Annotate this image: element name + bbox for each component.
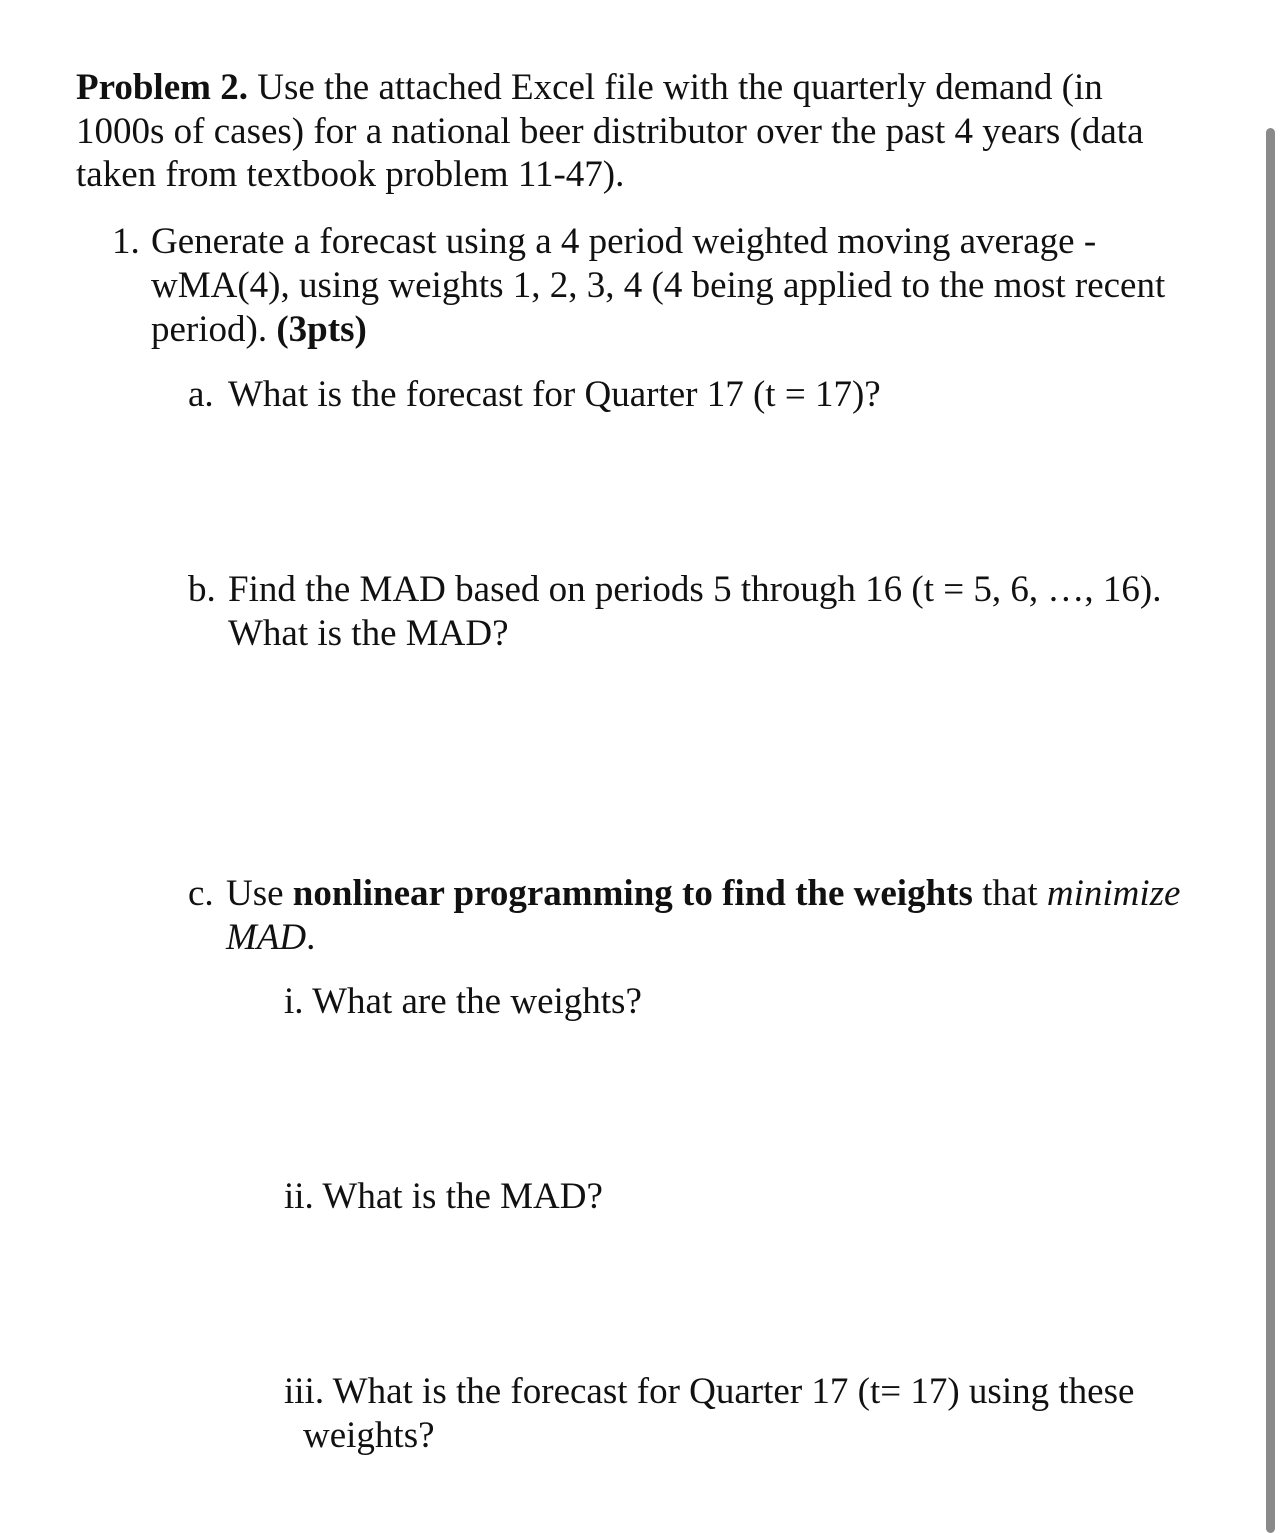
problem-intro-line2: 1000s of cases) for a national beer distributor over the past 4 years (data <box>76 111 1144 152</box>
q1-line1: Generate a forecast using a 4 period weighted moving average - <box>151 221 1097 262</box>
part-c-end: . <box>306 917 316 958</box>
q1-line3 <box>151 308 367 352</box>
q1-number: 1. <box>112 221 140 262</box>
part-b-line2: What is the MAD? <box>228 613 509 654</box>
part-c-line2 <box>226 916 315 960</box>
q1-line3-text: period). <box>151 309 268 350</box>
part-c-italic2: MAD <box>226 917 307 958</box>
part-c-italic1: minimize <box>1046 873 1181 914</box>
q1-line2: wMA(4), using weights 1, 2, 3, 4 (4 being applied to the most recent <box>151 265 1166 306</box>
problem-intro-line1 <box>76 66 1103 110</box>
part-c-iii-line1: iii. What is the forecast for Quarter 17 (t= 17) using these <box>284 1371 1135 1412</box>
part-c-iii-line2: weights? <box>303 1415 435 1456</box>
part-c-label: c. <box>188 873 214 914</box>
part-b-line1: Find the MAD based on periods 5 through 16 (t = 5, 6, …, 16). <box>228 569 1162 610</box>
part-a-label: a. <box>188 374 214 415</box>
part-a-text: What is the forecast for Quarter 17 (t = 17)? <box>228 374 881 415</box>
part-c-pre: Use <box>226 873 284 914</box>
part-c-mid: that <box>982 873 1038 914</box>
part-c-i: i. What are the weights? <box>284 981 642 1022</box>
part-c-ii: ii. What is the MAD? <box>284 1176 603 1217</box>
problem-intro-line3: taken from textbook problem 11-47). <box>76 154 625 195</box>
part-c-line1 <box>226 872 1180 916</box>
part-b-label: b. <box>188 569 216 610</box>
q1-points: (3pts) <box>276 309 367 350</box>
part-c-bold: nonlinear programming to find the weights <box>292 873 973 914</box>
problem-intro-text: Use the attached Excel file with the quarterly demand (in <box>257 67 1103 108</box>
vertical-scrollbar[interactable] <box>1266 128 1275 1533</box>
problem-label: Problem 2. <box>76 67 248 108</box>
